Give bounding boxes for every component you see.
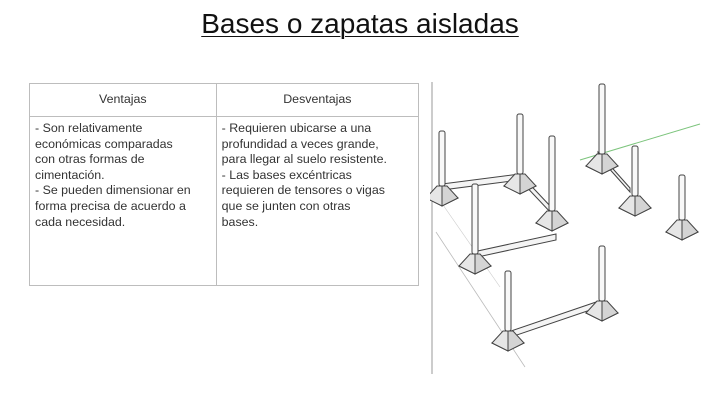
footing-pedestal <box>586 246 618 321</box>
table-body-row <box>30 117 419 286</box>
table-header-row <box>30 84 419 117</box>
header-desventajas: Desventajas <box>216 84 418 117</box>
footing-pedestal <box>536 136 568 231</box>
footing-pedestal <box>666 175 698 240</box>
ventajas-text: - Son relativamente económicas comparadas con otras formas de cimentación. - Se pueden dimensionar en forma precisa de acuerdo a cada necesidad. <box>35 121 191 229</box>
isolated-footings-illustration <box>430 82 710 382</box>
footing-pedestal <box>459 184 491 274</box>
guide-line <box>434 192 500 287</box>
slide-title-text: Bases o zapatas aisladas <box>201 8 519 39</box>
slide-title <box>0 8 720 40</box>
comparison-table <box>29 83 419 286</box>
header-ventajas: Ventajas <box>30 84 217 117</box>
footing-pedestal <box>492 271 524 351</box>
footing-pedestal <box>504 114 536 194</box>
footing-pedestal <box>586 84 618 174</box>
footing-pedestal <box>430 131 458 206</box>
desventajas-text: - Requieren ubicarse a una profundidad a veces grande, para llegar al suelo resistente. - Las bases excéntricas requieren de tensores o vigas que se junten con otras bases. <box>221 121 387 229</box>
